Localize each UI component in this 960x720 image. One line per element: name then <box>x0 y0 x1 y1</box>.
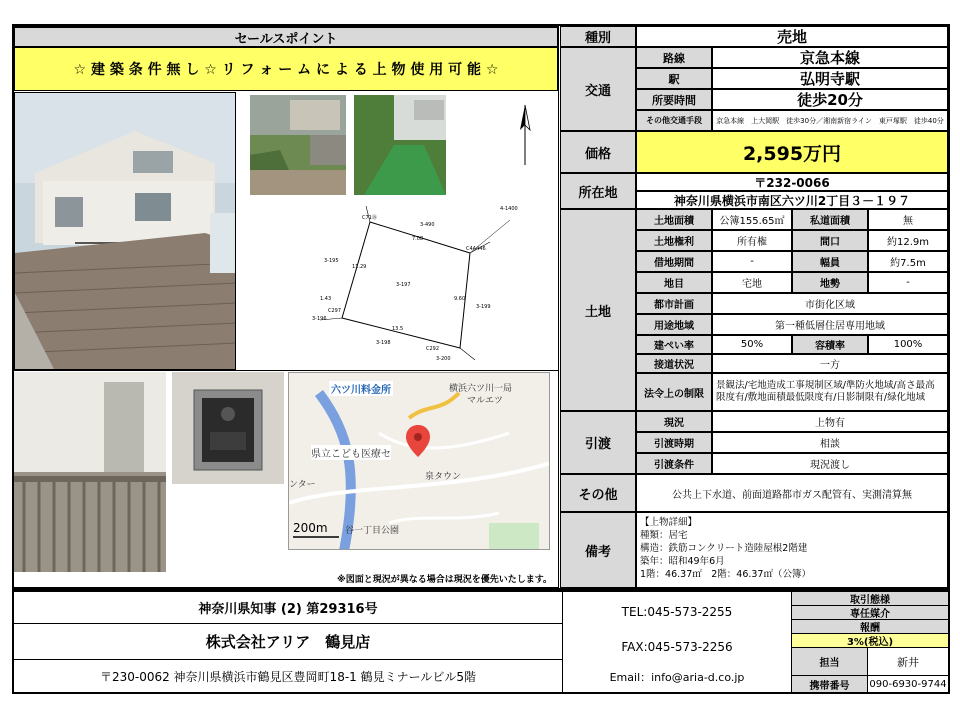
land-category-value: 宅地 <box>712 272 792 293</box>
current-label: 現況 <box>636 411 712 432</box>
survey-label: 3-200 <box>436 356 451 362</box>
remarks-label: 備考 <box>560 512 636 588</box>
land-rights-label: 土地権利 <box>636 230 712 251</box>
far-value: 100% <box>868 335 948 354</box>
land-area-label: 土地面積 <box>636 209 712 230</box>
fee-value: 3%(税込) <box>792 634 948 648</box>
land-area-value: 公簿155.65㎡ <box>712 209 792 230</box>
road-width-value: 約7.5m <box>868 251 948 272</box>
legal-label: 法令上の制限 <box>636 373 712 411</box>
price-value: 2,595万円 <box>636 131 948 173</box>
type-label: 種別 <box>560 26 636 47</box>
fee-label: 報酬 <box>792 620 948 634</box>
delivery-cond-value: 現況渡し <box>712 453 948 474</box>
map-label: 谷一丁目公園 <box>345 526 400 536</box>
lease-value: - <box>712 251 792 272</box>
remarks-line: 種類：居宅 <box>640 530 688 541</box>
terrain-value: - <box>868 272 948 293</box>
location-label: 所在地 <box>560 173 636 209</box>
transport-label: 交通 <box>560 47 636 131</box>
road-width-label: 幅員 <box>792 251 868 272</box>
survey-plot-diagram <box>300 200 558 372</box>
survey-label: 4-1400 <box>500 206 518 212</box>
land-category-label: 地目 <box>636 272 712 293</box>
coverage-value: 50% <box>712 335 792 354</box>
survey-label: C297 <box>328 308 342 314</box>
garden-photo-1 <box>250 95 346 195</box>
map-label: ンター <box>289 480 316 490</box>
frontage-label: 間口 <box>792 230 868 251</box>
price-label: 価格 <box>560 131 636 173</box>
map-label: 横浜六ツ川一局 <box>449 384 513 394</box>
map-label: マルエツ <box>467 396 504 406</box>
map-label: 泉タウン <box>425 472 462 482</box>
survey-label: 1.43 <box>320 296 332 302</box>
station-value: 弘明寺駅 <box>712 68 948 89</box>
remarks-line: 築年：昭和49年6月 <box>640 556 725 567</box>
gate-photo <box>14 372 166 572</box>
house-photo <box>14 92 236 370</box>
private-road-value: 無 <box>868 209 948 230</box>
area-map <box>288 372 550 550</box>
survey-label: C292 <box>426 346 440 352</box>
map-label: 県立こども医療セ <box>311 445 391 460</box>
zoning-value: 第一種低層住居専用地域 <box>712 314 948 335</box>
delivery-label: 引渡 <box>560 411 636 474</box>
land-rights-value: 所有権 <box>712 230 792 251</box>
survey-label: 11.29 <box>352 264 367 270</box>
survey-label: 13.5 <box>392 326 404 332</box>
terrain-label: 地勢 <box>792 272 868 293</box>
other-transport-label: その他交通手段 <box>636 110 712 131</box>
survey-label: 3-198 <box>376 340 391 346</box>
remarks-line: 構造：鉄筋コンクリート造陸屋根2階建 <box>640 543 808 554</box>
frontage-value: 約12.9m <box>868 230 948 251</box>
company-address: 〒230-0062 神奈川県横浜市鶴見区豊岡町18-1 鶴見ミナールビル5階 <box>99 669 477 684</box>
lease-label: 借地期間 <box>636 251 712 272</box>
far-label: 容積率 <box>792 335 868 354</box>
deal-type-value: 専任媒介 <box>792 606 948 620</box>
legal-value: 景観法/宅地造成工事規制区域/準防火地域/高さ最高限度有/敷地面積最低限度有/日影制限有/緑化地域 <box>712 373 948 411</box>
delivery-time-value: 相談 <box>712 432 948 453</box>
north-arrow-icon <box>510 100 540 170</box>
sales-point-header: セールスポイント <box>14 27 558 47</box>
map-label: 六ツ川料金所 <box>329 381 393 396</box>
survey-label: 3-199 <box>476 304 491 310</box>
survey-label: C71㉘ <box>362 215 377 221</box>
other-transport-value: 京急本線 上大岡駅 徒歩30分／湘南新宿ライン 東戸塚駅 徒歩40分 <box>712 110 948 131</box>
survey-label: C4A446 <box>466 246 486 252</box>
deal-type-label: 取引態様 <box>792 592 948 606</box>
station-label: 駅 <box>636 68 712 89</box>
tel-text: TEL:045-573-2255 <box>621 605 733 619</box>
survey-label: 3-490 <box>420 222 435 228</box>
other-info-value: 公共上下水道、前面道路都市ガス配管有、実測清算無 <box>636 474 948 512</box>
survey-label: 3-195 <box>324 258 339 264</box>
time-value: 徒歩20分 <box>712 89 948 110</box>
mobile-value: 090-6930-9744 <box>869 678 947 690</box>
license-text: 神奈川県知事 (2) 第29316号 <box>14 592 562 624</box>
survey-label: 9.60 <box>454 296 466 302</box>
map-scale-label: 200m <box>293 521 328 535</box>
email-text: Email：info@aria-d.co.jp <box>609 671 745 684</box>
divider <box>14 370 558 371</box>
road-access-label: 接道状況 <box>636 354 712 373</box>
line-value: 京急本線 <box>712 47 948 68</box>
remarks-line: 【上物詳細】 <box>640 517 698 528</box>
delivery-cond-label: 引渡条件 <box>636 453 712 474</box>
road-access-value: 一方 <box>712 354 948 373</box>
disclaimer-caption: ※図面と現況が異なる場合は現況を優先いたします。 <box>336 575 552 585</box>
type-value: 売地 <box>636 26 948 47</box>
intercom-photo <box>172 372 284 484</box>
survey-label: 3-196 <box>312 316 327 322</box>
time-label: 所要時間 <box>636 89 712 110</box>
current-value: 上物有 <box>712 411 948 432</box>
land-label: 土地 <box>560 209 636 411</box>
survey-label: 3-197 <box>396 282 411 288</box>
coverage-label: 建ぺい率 <box>636 335 712 354</box>
line-label: 路線 <box>636 47 712 68</box>
staff-value: 新井 <box>868 648 948 676</box>
delivery-time-label: 引渡時期 <box>636 432 712 453</box>
sales-point-banner: ☆ 建 築 条 件 無 し ☆ リ フ ォ ー ム に よ る 上 物 使 用 可 能 ☆ <box>14 47 558 91</box>
fax-text: FAX:045-573-2256 <box>621 640 733 654</box>
zoning-label: 用途地域 <box>636 314 712 335</box>
staff-label: 担当 <box>792 648 868 676</box>
city-planning-label: 都市計画 <box>636 293 712 314</box>
mobile-label: 携帯番号 <box>792 676 868 692</box>
address-value: 神奈川県横浜市南区六ツ川2丁目３－１９７ <box>636 191 948 209</box>
garden-photo-2 <box>354 95 446 195</box>
remarks-line: 1階：46.37㎡ 2階：46.37㎡（公簿） <box>640 569 811 580</box>
city-planning-value: 市街化区域 <box>712 293 948 314</box>
survey-label: 7.08 <box>412 236 424 242</box>
remarks-box <box>636 512 948 588</box>
company-name: 株式会社アリア 鶴見店 <box>14 624 562 660</box>
private-road-label: 私道面積 <box>792 209 868 230</box>
other-info-label: その他 <box>560 474 636 512</box>
zip-value: 〒232-0066 <box>636 173 948 191</box>
